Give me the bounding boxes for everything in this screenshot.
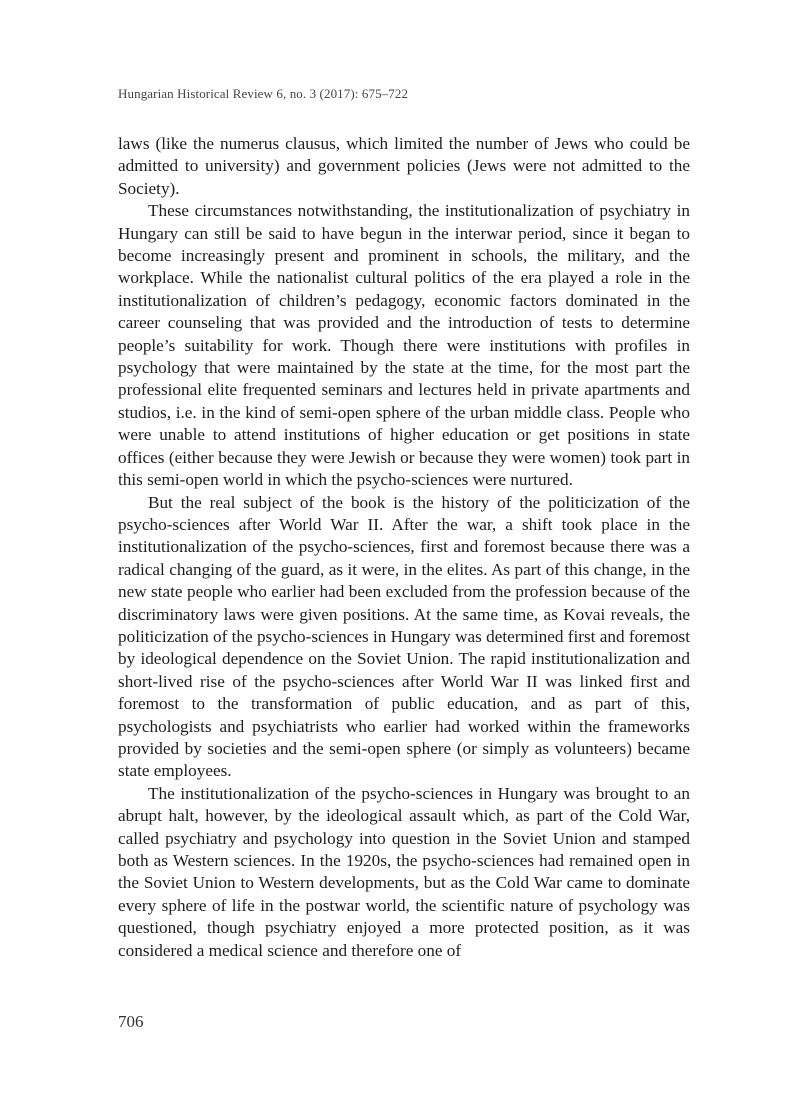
paragraph: These circumstances notwithstanding, the institutionalization of psychiatry in Hungary can still be said to have begun in the interwar period, since it began to become increasingly present and prominent in schools, the military, and the workplace. While the nationalist cultural politics of the era played a role in the institutionalization of children’s pedagogy, economic factors dominated in the career counseling that was provided and the introduction of tests to determine people’s suitability for work. Though there were institutions with profiles in psychology that were maintained by the state at the time, for the most part the professional elite frequented seminars and lectures held in private apartments and studios, i.e. in the kind of semi-open sphere of the urban middle class. People who were unable to attend institutions of higher education or get positions in state offices (either because they were Jewish or because they were women) took part in this semi-open world in which the psycho-sciences were nurtured. (118, 201, 690, 490)
page-number: 706 (118, 1012, 144, 1031)
paragraph-continuation: laws (like the numerus clausus, which limited the number of Jews who could be admitted to university) and government policies (Jews were not admitted to the Society). (118, 134, 690, 198)
article-body (118, 133, 690, 962)
paragraph: The institutionalization of the psycho-sciences in Hungary was brought to an abrupt halt, however, by the ideological assault which, as part of the Cold War, called psychiatry and psychology into question in the Soviet Union and stamped both as Western sciences. In the 1920s, the psycho-sciences had remained open in the Soviet Union to Western developments, but as the Cold War came to dominate every sphere of life in the postwar world, the scientific nature of psychology was questioned, though psychiatry enjoyed a more protected position, as it was considered a medical science and therefore one of (118, 783, 690, 960)
running-header: Hungarian Historical Review 6, no. 3 (2017): 675–722 (118, 86, 409, 101)
paragraph: But the real subject of the book is the history of the politicization of the psycho-sciences after World War II. After the war, a shift took place in the institutionalization of the psycho-sciences, first and foremost because there was a radical changing of the guard, as it were, in the elites. As part of this change, in the new state people who earlier had been excluded from the profession because of the discriminatory laws were given positions. At the same time, as Kovai reveals, the politicization of the psycho-sciences in Hungary was determined first and foremost by ideological dependence on the Soviet Union. The rapid institutionalization and short-lived rise of the psycho-sciences after World War II was linked first and foremost to the transformation of public education, and as part of this, psychologists and psychiatrists who earlier had worked within the frameworks provided by societies and the semi-open sphere (or simply as volunteers) became state employees. (118, 492, 690, 781)
